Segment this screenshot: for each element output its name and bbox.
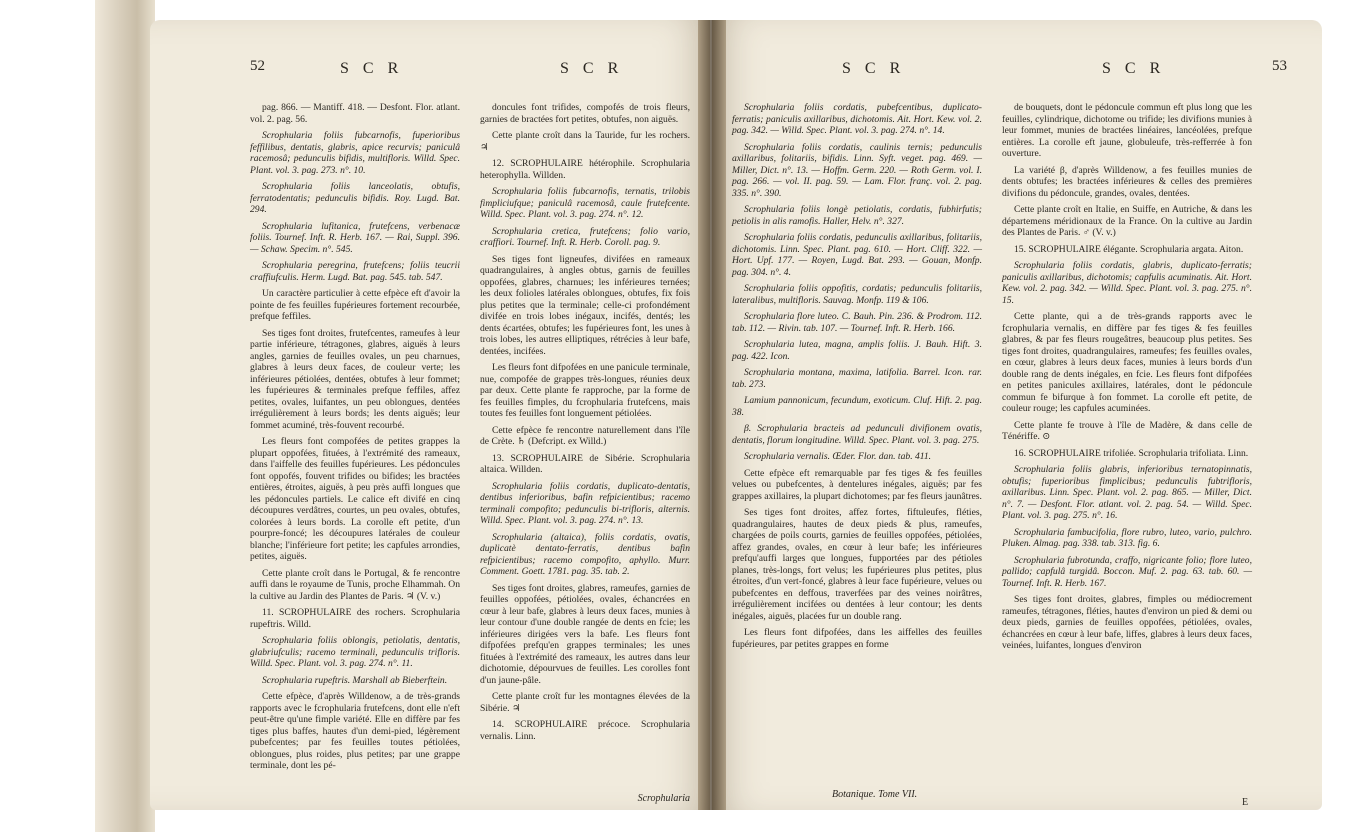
paragraph: Scrophularia lufitanica, frutefcens, verbenacæ foliis. Tournef. Inft. R. Herb. 167. — Rai, Suppl. 396. — Schaw. Specim. n°. 545.	[250, 220, 460, 255]
page-number-right: 53	[1272, 58, 1287, 74]
species-heading: 11. SCROPHULAIRE des rochers. Scrophularia rupeftris. Willd.	[250, 607, 460, 630]
right-page-column-1	[732, 102, 982, 655]
paragraph: Scrophularia foliis cordatis, pubefcentibus, duplicato-ferratis; paniculis axillaribus, dichotomis. Ait. Hort. Kew. vol. 2. pag. 342. — Willd. Spec. Plant. vol. 3. pag. 274. n°. 14.	[732, 102, 982, 136]
paragraph: Cette efpèce, d'après Willdenow, a de très-grands rapports avec le fcrophularia frutefcens, dont elle n'eft peut-être qu'une fimple variété. Elle en diffère par fes tiges plus baffes, hautes d'un demi-pied, légèrement pubefcentes; par fes feuilles toutes pétiolées, oblongues, plus roides, plus petites; par une grappe terminale, dont les pé-	[250, 691, 460, 771]
paragraph: Scrophularia fubrotunda, craffo, nigricante folio; flore luteo, pallido; capfulâ turgidâ. Boccon. Muf. 2. pag. 63. tab. 60. — Tournef. Inft. R. Herb. 167.	[1002, 554, 1252, 589]
running-header-left-2: S C R	[560, 60, 624, 77]
species-heading: 13. SCROPHULAIRE de Sibérie. Scrophularia altaica. Willden.	[480, 452, 690, 475]
paragraph: Cette efpèce fe rencontre naturellement dans l'île de Crète. ♄ (Defcript. ex Willd.)	[480, 424, 690, 447]
paragraph: Cette plante croît dans la Tauride, fur les rochers. ♃	[480, 130, 690, 153]
paragraph: Scrophularia flore luteo. C. Bauh. Pin. 236. & Prodrom. 112. tab. 112. — Rivin. tab. 107. — Tournef. Inft. R. Herb. 166.	[732, 311, 982, 334]
paragraph: Cette plante croît fur les montagnes élevées de la Sibérie. ♃	[480, 691, 690, 714]
paragraph: Ses tiges font droites, affez fortes, fiftuleufes, fléties, quadrangulaires, hautes de deux pieds & plus, rameufes, chargées de poils courts, garnies de feuilles oppofées, pétiolées, affez grandes, ovales, en cœur à leur bafe; les inférieures prefqu'auffi larges que longues, fupportées par des pétioles planes, très-longs, fort velus; les fupérieures plus petites, plus étroites, d'un vert-foncé, glabres à leur face fupérieure, velues ou pubefcentes en deffous, traverfées par des veines noirâtres, irrégulièrement incifées ou dentées à leur contour; les dents inégales, aiguës, placées fur un double rang.	[732, 507, 982, 622]
signature-mark: E	[1242, 797, 1249, 808]
paragraph: Ses tiges font ligneufes, divifées en rameaux quadrangulaires, à angles obtus, garnis de feuilles oppofées, glabres, charnues; les inférieures ternées; les deux folioles latérales oblongues, obtufes, fix fois plus petites que la terminale; celle-ci profondément divifée en trois lobes inégaux, incifés, dentés; les dents écartées, obtufes; les fupérieures font, les unes à trois lobes, les autres elliptiques, rétrécies à leur bafe, dentées, incifées.	[480, 253, 690, 357]
species-heading: 12. SCROPHULAIRE hétérophile. Scrophularia heterophylla. Willden.	[480, 158, 690, 181]
volume-footer: Botanique. Tome VII.	[832, 789, 918, 800]
paragraph: Cette efpèce eft remarquable par fes tiges & fes feuilles velues ou pubefcentes, à dentelures inégales, aiguës; par fes grappes axillaires, la plupart dichotomes; par fes fleurs jaunâtres.	[732, 467, 982, 502]
paragraph: Scrophularia montana, maxima, latifolia. Barrel. Icon. rar. tab. 273.	[732, 367, 982, 390]
running-header-right-1: S C R	[842, 60, 906, 77]
book-edge	[95, 0, 155, 832]
paragraph: doncules font trifides, compofés de trois fleurs, garnies de bractées fort petites, obtufes, non aiguës.	[480, 102, 690, 125]
right-page-column-2	[1002, 102, 1252, 657]
paragraph: Scrophularia cretica, frutefcens; folio vario, craffiori. Tournef. Inft. R. Herb. Coroll. pag. 9.	[480, 225, 690, 248]
paragraph: Un caractère particulier à cette efpèce eft d'avoir la pointe de fes feuilles fupérieures fortement recourbée, prefque feffiles.	[250, 288, 460, 322]
paragraph: Les fleurs font difpofées, dans les aiffelles des feuilles fupérieures, par petites grappes en forme	[732, 627, 982, 650]
paragraph: Cette plante croît dans le Portugal, & fe rencontre auffi dans le royaume de Tunis, proche Elhammah. On la cultive au Jardin des Plantes de Paris. ♃ (V. v.)	[250, 567, 460, 602]
page-number-left: 52	[250, 58, 265, 74]
paragraph: Scrophularia (altaica), foliis cordatis, ovatis, duplicatè dentato-ferratis, dentibus bafin refpicientibus; racemo compofito, aphyllo. Murr. Comment. Goett. 1781. pag. 35. tab. 2.	[480, 531, 690, 577]
paragraph: Ses tiges font droites, glabres, fimples ou médiocrement rameufes, tétragones, fléties, hautes d'environ un pied & demi ou deux pieds, garnies de feuilles oppofées, pétiolées, ovales, échancrées en cœur à leur bafe, liffes, glabres à leurs deux faces, veinées, luifantes, longues d'environ	[1002, 594, 1252, 651]
paragraph: Scrophularia foliis lanceolatis, obtufis, ferratodentatis; pedunculis bifidis. Roy. Lugd. Bat. 294.	[250, 181, 460, 215]
left-page-column-2	[480, 102, 690, 747]
paragraph: Scrophularia foliis longè petiolatis, cordatis, fubhirfutis; petiolis in alis ramofis. Haller, Helv. n°. 327.	[732, 204, 982, 227]
species-heading: 15. SCROPHULAIRE élégante. Scrophularia argata. Aiton.	[1014, 243, 1244, 255]
paragraph: Scrophularia foliis cordatis, duplicato-dentatis, dentibus inferioribus, bafin refpicientibus; racemo terminali compofito; pedunculis bi-trifloris, alternis. Willd. Spec. Plant. vol. 3. pag. 274. n°. 13.	[480, 480, 690, 526]
paragraph: Scrophularia foliis cordatis, glabris, duplicato-ferratis; paniculis axillaribus, dichotomis; capfulis acuminatis. Ait. Hort. Kew. vol. 2. pag. 342. — Willd. Spec. Plant. vol. 3. pag. 275. n°. 15.	[1002, 260, 1252, 306]
paragraph: La variété β, d'après Willdenow, a fes feuilles munies de dents obtufes; les bractées inférieures & celles des premières divifions du pédoncule, grandes, ovales, dentées.	[1002, 164, 1252, 199]
paragraph: Scrophularia foliis fubcarnofis, ternatis, trilobis fimpliciufque; paniculâ racemosâ, caule frutefcente. Willd. Spec. Plant. vol. 3. pag. 274. n°. 12.	[480, 186, 690, 220]
catchword: Scrophularia	[637, 793, 690, 804]
running-header-right-2: S C R	[1102, 60, 1166, 77]
paragraph: Scrophularia foliis oppofitis, cordatis; pedunculis folitariis, lateralibus, multifloris. Sauvag. Monfp. 119 & 106.	[732, 283, 982, 306]
paragraph: Cette plante croît en Italie, en Suiffe, en Autriche, & dans les départemens méridionaux de la France. On la cultive au Jardin des Plantes de Paris. ♂ (V. v.)	[1002, 204, 1252, 238]
paragraph: Scrophularia foliis cordatis, caulinis ternis; pedunculis axillaribus, folitariis, bifidis. Linn. Syft. veget. pag. 469. — Miller, Dict. n°. 13. — Hoffm. Germ. 220. — Roth Germ. vol. I. pag. 266. — vol. II. pag. 59. — Lam. Flor. franç. vol. 2. pag. 335. n°. 390.	[732, 141, 982, 199]
paragraph: Les fleurs font difpofées en une panicule terminale, nue, compofée de grappes très-longues, réunies deux par deux. Cette plante fe rapproche, par la forme de fes feuilles fimples, du fcrophularia frutefcens, mais toutes fes feuilles font longuement pétiolées.	[480, 362, 690, 419]
left-page	[150, 20, 710, 810]
paragraph: Scrophularia vernalis. Œder. Flor. dan. tab. 411.	[744, 451, 932, 462]
paragraph: Les fleurs font compofées de petites grappes la plupart oppofées, fituées, à l'extrémité des rameaux, dans l'aiffelle des feuilles fupérieures. Les pédoncules font oppofés, fouvent trifides ou bifides; les bractées entières, étroites, aiguës, à peu près auffi longues que les pédoncules partiels. Le calice eft divifé en cinq découpures verdâtres, courtes, un peu ovales, obtufes, colorées à leurs bords. La corolle eft petite, d'un pourpre-foncé; les découpures latérales de couleur blanche; l'inférieure fort petite; les capfules arrondies, petites, aiguës.	[250, 436, 460, 562]
paragraph: Scrophularia fambucifolia, flore rubro, luteo, vario, pulchro. Pluken. Almag. pag. 338. tab. 313. fig. 6.	[1002, 526, 1252, 549]
paragraph: β. Scrophularia bracteis ad pedunculi divifionem ovatis, dentatis, florum longitudine. Willd. Spec. Plant. vol. 3. pag. 275.	[732, 423, 982, 446]
book-gutter	[698, 20, 726, 810]
paragraph: Scrophularia foliis oblongis, petiolatis, dentatis, glabriufculis; racemo terminali, pedunculis trifloris. Willd. Spec. Plant. vol. 3. pag. 274. n°. 11.	[250, 635, 460, 669]
paragraph: Cette plante, qui a de très-grands rapports avec le fcrophularia vernalis, en diffère par fes tiges & fes feuilles glabres, & par fes fleurs rougeâtres, beaucoup plus petites. Ses tiges font droites, quadrangulaires, rameufes; fes feuilles ovales, en cœur, glabres à leurs deux faces, munies à leurs bords d'un double rang de dents inégales, en fcie. Les fleurs font difpofées en petites panicules axillaires, latérales, dont le pédoncule commun fe bifurque à fon fommet. La corolle eft petite, de couleur rouge; les capfules acuminées.	[1002, 311, 1252, 414]
paragraph: Scrophularia peregrina, frutefcens; foliis teucrii craffiufculis. Herm. Lugd. Bat. pag. 545. tab. 547.	[250, 260, 460, 283]
paragraph: Ses tiges font droites, frutefcentes, rameufes à leur partie inférieure, tétragones, glabres, aiguës à leurs angles, garnies de feuilles ovales, un peu charnues, glabres à leurs deux faces, de couleur verte; les inférieures pétiolées, dentées, obtufes à leur fommet; les fupérieures & terminales prefque feffiles, affez petites, ovales, luifantes, un peu oblongues, dentées irrégulièrement à leurs bords; les dents aiguës; leur fommet acuminé, très-fouvent recourbé.	[250, 327, 460, 431]
paragraph: Scrophularia rupeftris. Marshall ab Bieberftein.	[262, 674, 448, 686]
paragraph: pag. 866. — Mantiff. 418. — Desfont. Flor. atlant. vol. 2. pag. 56.	[250, 102, 460, 125]
left-page-column-1	[250, 102, 460, 777]
paragraph: de bouquets, dont le pédoncule commun eft plus long que les feuilles, cylindrique, dichotome ou trifide; les divifions munies à leur fommet, munies de bractées linéaires, lancéolées, prefque entières. La corolle eft jaune, globuleufe, très-refferrée à fon ouverture.	[1002, 102, 1252, 159]
paragraph: Lamium pannonicum, fecundum, exoticum. Cluf. Hift. 2. pag. 38.	[732, 395, 982, 418]
running-header-left-1: S C R	[340, 60, 404, 77]
paragraph: Scrophularia foliis fubcarnofis, fuperioribus feffilibus, dentatis, glabris, apice recurvis; paniculâ racemosâ; pedunculis bifidis, multifloris. Willd. Spec. Plant. vol. 3. pag. 273. n°. 10.	[250, 130, 460, 176]
paragraph: Cette plante fe trouve à l'île de Madère, & dans celle de Ténériffe. ⊙	[1002, 419, 1252, 442]
paragraph: Scrophularia lutea, magna, amplis foliis. J. Bauh. Hift. 3. pag. 422. Icon.	[732, 339, 982, 362]
paragraph: Ses tiges font droites, glabres, rameufes, garnies de feuilles oppofées, pétiolées, ovales, échancrées en cœur à leur bafe, glabres à leurs deux faces, munies à leur contour d'une double rangée de dents en fcie; les inférieures dirigées vers la bafe. Les fleurs font difpofées prefqu'en grappes terminales; les unes fituées à l'extrémité des rameaux, les autres dans leur dichotomie, dépourvues de feuilles. Les corolles font d'un jaune-pâle.	[480, 582, 690, 686]
paragraph: Scrophularia foliis glabris, inferioribus ternatopinnatis, obtufis; fuperioribus fimplicibus; pedunculis fubtrifloris, axillaribus. Linn. Spec. Plant. vol. 2. pag. 865. — Miller, Dict. n°. 7. — Desfont. Flor. atlant. vol. 2. pag. 54. — Willd. Spec. Plant. vol. 3. pag. 275. n°. 16.	[1002, 464, 1252, 521]
paragraph: Scrophularia foliis cordatis, pedunculis axillaribus, folitariis, dichotomis. Linn. Spec. Plant. pag. 610. — Hort. Cliff. 322. — Hort. Upf. 177. — Royen, Lugd. Bat. 293. — Gouan, Monfp. pag. 304. n°. 4.	[732, 232, 982, 278]
species-heading: 16. SCROPHULAIRE trifoliée. Scrophularia trifoliata. Linn.	[1014, 447, 1249, 459]
species-heading: 14. SCROPHULAIRE précoce. Scrophularia vernalis. Linn.	[480, 719, 690, 742]
right-page	[712, 20, 1322, 810]
